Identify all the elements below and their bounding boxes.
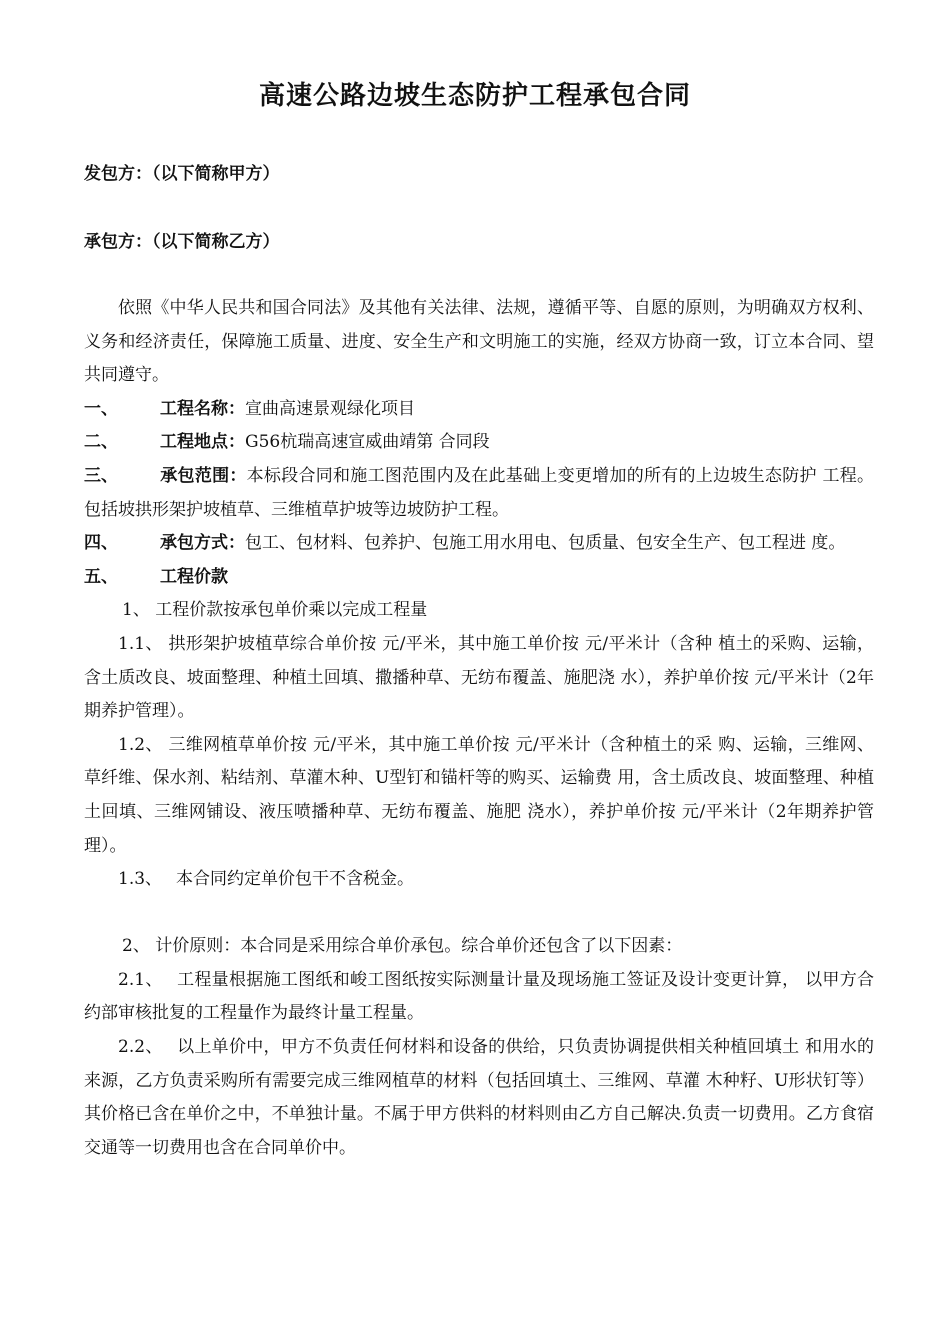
sub-number: 1.2、: [118, 734, 163, 755]
sub-number: 2.2、: [118, 1037, 155, 1058]
sub-text: 以上单价中，甲方不负责任何材料和设备的供给，只负责协调提供相关种植回填土 和用水的来源，乙方负责采购所有需要完成三维网植草的材料（包括回填土、三维网、草灌 木种籽、U形状钉等）其价格已含在单价之中，不单独计量。不属于甲方供料的材料则由乙方自己解决.负责一切费用。乙方食宿交通等一切费用也含在合同单价中。: [84, 1037, 874, 1158]
preamble-paragraph: 依照《中华人民共和国合同法》及其他有关法律、法规，遵循平等、自愿的原则，为明确双方权利、义务和经济责任，保障施工质量、进度、安全生产和文明施工的实施，经双方协商一致，订立本合同、望共同遵守。: [84, 298, 874, 386]
price-item-2-2: [84, 1031, 874, 1165]
clause-5: [84, 561, 874, 595]
clause-text: G56杭瑞高速宣威曲靖第 合同段: [245, 432, 490, 453]
sub-text: 本合同约定单价包干不含税金。: [153, 869, 414, 890]
clause-heading: 承包方式：: [160, 533, 245, 554]
clause-heading: 工程名称：: [160, 398, 245, 419]
sub-text: 三维网植草单价按 元/平米，其中施工单价按 元/平米计（含种植土的采 购、运输，三维网、草纤维、保水剂、粘结剂、草灌木种、U型钉和锚杆等的购买、运输费 用，含土质改良、坡面整理、种植土回填、三维网铺设、液压喷播种草、无纺布覆盖、施肥 浇水），养护单价按 元/平米计（2年期养护管理）。: [84, 734, 874, 856]
clause-3: [84, 460, 874, 527]
clause-text: 包工、包材料、包养护、包施工用水用电、包质量、包安全生产、包工程进 度。: [245, 533, 846, 554]
party-b-line: 承包方：（以下简称乙方）: [84, 232, 280, 252]
price-item-1-3: [84, 863, 874, 897]
sub-number: 1.3、: [118, 869, 154, 890]
price-item-2-1: [84, 964, 874, 1031]
sub-number: 2.1、: [118, 969, 155, 990]
sub-text: 拱形架护坡植草综合单价按 元/平米，其中施工单价按 元/平米计（含种 植土的采购、运输，含土质改良、坡面整理、种植土回填、撒播种草、无纺布覆盖、施肥浇 水），养护单价按 元/平米计（2年期养护管理）。: [84, 633, 874, 722]
clause-number: 一、: [84, 398, 118, 419]
price-item-1: 1、 工程价款按承包单价乘以完成工程量: [122, 600, 428, 621]
price-item-2: 2、 计价原则：本合同是采用综合单价承包。综合单价还包含了以下因素：: [122, 936, 683, 957]
spacer: [84, 897, 874, 931]
clause-1: [84, 393, 874, 427]
clause-4: [84, 527, 874, 561]
contract-body: [84, 292, 874, 1165]
clause-number: 四、: [84, 533, 118, 554]
party-a-line: 发包方：（以下简称甲方）: [84, 164, 280, 184]
price-item-1-2: [84, 729, 874, 863]
clause-number: 二、: [84, 432, 118, 453]
clause-text: 本标段合同和施工图范围内及在此基础上变更增加的所有的上边坡生态防护 工程。包括坡拱形架护坡植草、三维植草护坡等边坡防护工程。: [84, 465, 874, 520]
clause-heading: 承包范围：: [160, 465, 247, 486]
clause-heading: 工程价款: [160, 566, 228, 587]
sub-number: 1.1、: [118, 633, 163, 654]
clause-2: [84, 426, 874, 460]
clause-number: 五、: [84, 566, 118, 587]
clause-text: 宣曲高速景观绿化项目: [245, 398, 415, 419]
clause-number: 三、: [84, 465, 118, 486]
document-title: 高速公路边坡生态防护工程承包合同: [258, 81, 691, 111]
clause-heading: 工程地点：: [160, 432, 245, 453]
sub-text: 工程量根据施工图纸和峻工图纸按实际测量计量及现场施工签证及设计变更计算， 以甲方合约部审核批复的工程量作为最终计量工程量。: [84, 969, 874, 1024]
price-item-1-1: [84, 628, 874, 729]
